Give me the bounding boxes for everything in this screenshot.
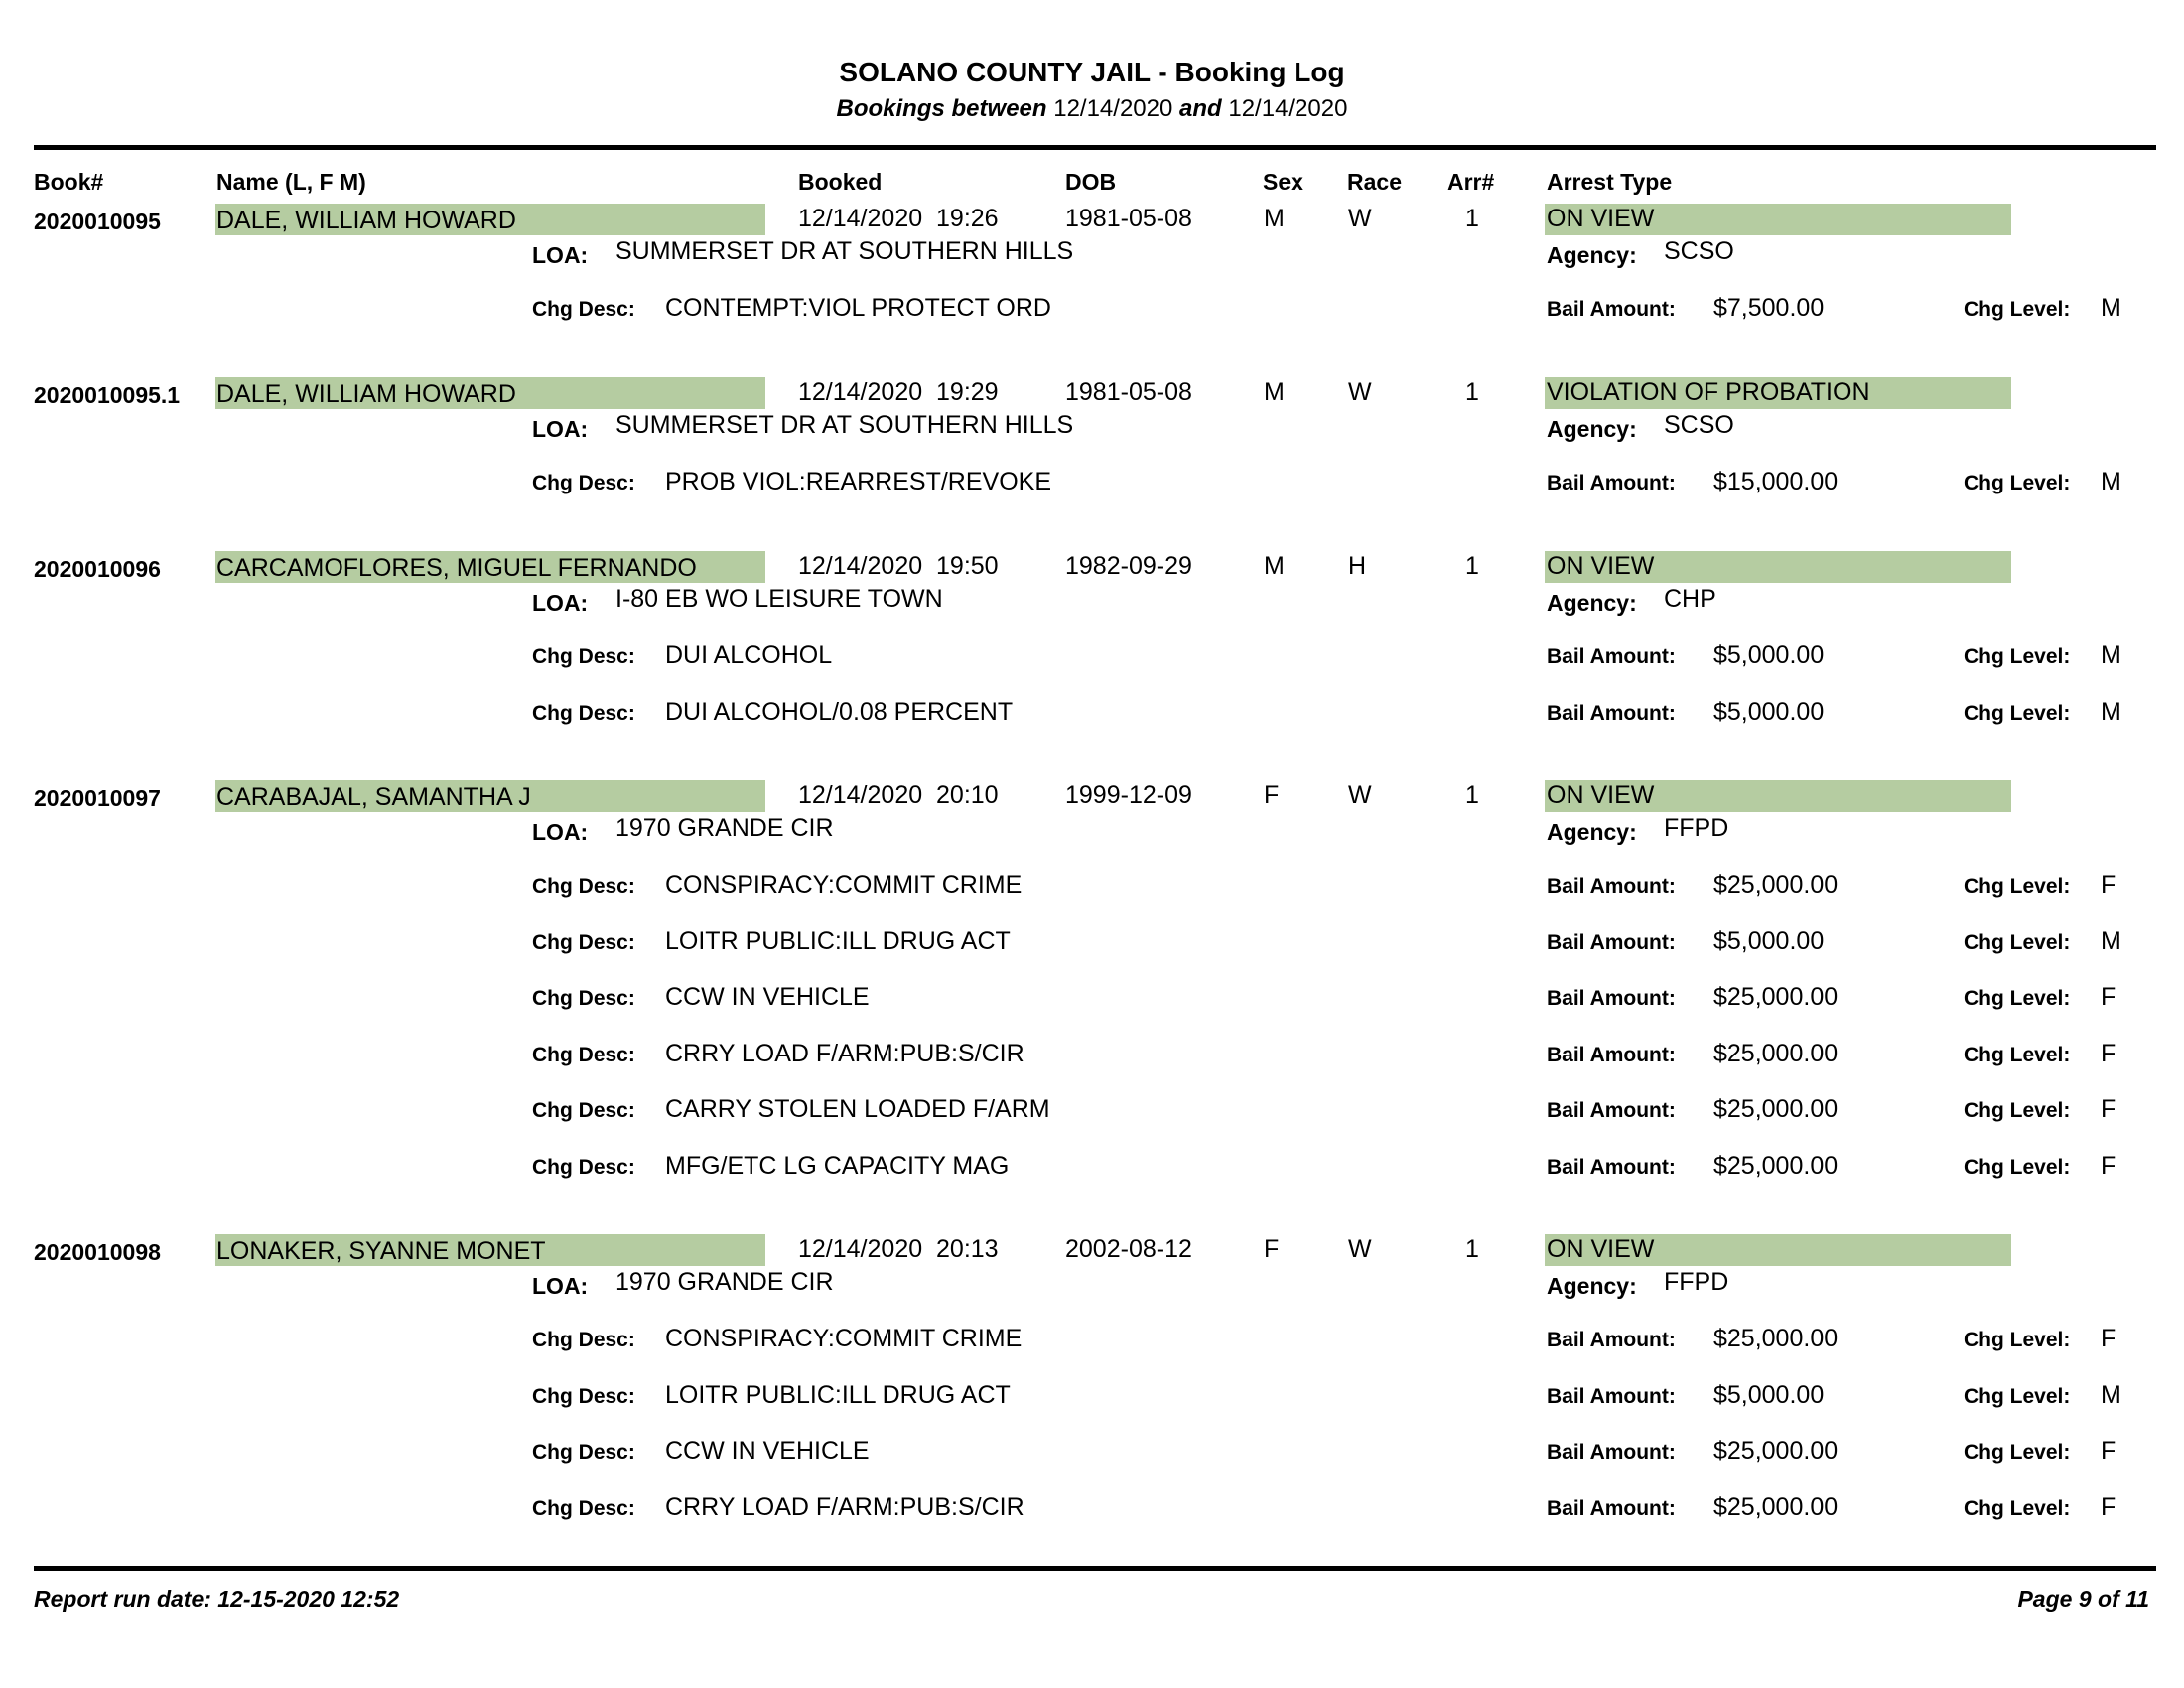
bail-amount: $25,000.00 <box>1713 1325 1839 1352</box>
date-of-birth: 1981-05-08 <box>1065 205 1192 232</box>
charge-level: F <box>2101 1325 2116 1352</box>
bail-amount: $5,000.00 <box>1713 1381 1825 1409</box>
charge-level: M <box>2101 468 2121 495</box>
bail-amount: $5,000.00 <box>1713 927 1825 955</box>
chg-level-label: Chg Level: <box>1964 1385 2071 1408</box>
bail-amount: $25,000.00 <box>1713 871 1839 899</box>
chg-desc-label: Chg Desc: <box>532 875 635 898</box>
chg-desc-label: Chg Desc: <box>532 472 635 494</box>
sex-value: F <box>1264 781 1280 809</box>
chg-level-label: Chg Level: <box>1964 1497 2071 1520</box>
race-value: W <box>1348 205 1372 232</box>
chg-level-label: Chg Level: <box>1964 702 2071 725</box>
charge-description: CONTEMPT:VIOL PROTECT ORD <box>665 294 1051 322</box>
charge-description: CARRY STOLEN LOADED F/ARM <box>665 1095 1050 1123</box>
loa-label: LOA: <box>532 242 589 268</box>
chg-level-label: Chg Level: <box>1964 645 2071 668</box>
charge-description: CCW IN VEHICLE <box>665 1437 870 1465</box>
chg-level-label: Chg Level: <box>1964 931 2071 954</box>
chg-level-label: Chg Level: <box>1964 472 2071 494</box>
charge-description: CONSPIRACY:COMMIT CRIME <box>665 871 1023 899</box>
sex-value: M <box>1264 552 1285 580</box>
bail-amount-label: Bail Amount: <box>1547 645 1676 668</box>
inmate-name: CARCAMOFLORES, MIGUEL FERNANDO <box>216 554 697 582</box>
bail-amount-label: Bail Amount: <box>1547 1329 1676 1351</box>
charge-line <box>0 468 2184 503</box>
col-header-booked: Booked <box>798 169 883 195</box>
charge-line <box>0 698 2184 734</box>
col-header-sex: Sex <box>1263 169 1303 195</box>
charge-level: F <box>2101 1095 2116 1123</box>
charge-description: CCW IN VEHICLE <box>665 983 870 1011</box>
booked-datetime: 12/14/2020 20:10 <box>798 781 999 809</box>
race-value: W <box>1348 1235 1372 1263</box>
booked-datetime: 12/14/2020 19:26 <box>798 205 999 232</box>
arrest-type: ON VIEW <box>1547 781 1655 809</box>
chg-desc-label: Chg Desc: <box>532 931 635 954</box>
bail-amount-label: Bail Amount: <box>1547 931 1676 954</box>
agency-label: Agency: <box>1547 819 1637 845</box>
arrest-type: ON VIEW <box>1547 1235 1655 1263</box>
charge-line <box>0 1152 2184 1188</box>
location-of-arrest: 1970 GRANDE CIR <box>615 1268 834 1296</box>
charge-line <box>0 1095 2184 1131</box>
charge-description: PROB VIOL:REARREST/REVOKE <box>665 468 1051 495</box>
subtitle-prefix: Bookings between <box>836 95 1047 122</box>
inmate-name: LONAKER, SYANNE MONET <box>216 1237 546 1265</box>
charge-level: F <box>2101 871 2116 899</box>
chg-level-label: Chg Level: <box>1964 298 2071 321</box>
bail-amount: $5,000.00 <box>1713 641 1825 669</box>
bail-amount-label: Bail Amount: <box>1547 702 1676 725</box>
charge-line <box>0 983 2184 1019</box>
chg-desc-label: Chg Desc: <box>532 1099 635 1122</box>
charge-description: LOITR PUBLIC:ILL DRUG ACT <box>665 927 1011 955</box>
bail-amount-label: Bail Amount: <box>1547 298 1676 321</box>
charge-line <box>0 927 2184 963</box>
charge-description: LOITR PUBLIC:ILL DRUG ACT <box>665 1381 1011 1409</box>
charge-level: F <box>2101 1040 2116 1067</box>
bail-amount-label: Bail Amount: <box>1547 1385 1676 1408</box>
charge-level: F <box>2101 1437 2116 1465</box>
bail-amount: $25,000.00 <box>1713 1493 1839 1521</box>
col-header-book: Book# <box>34 169 104 195</box>
arresting-agency: SCSO <box>1664 411 1734 439</box>
arrest-number: 1 <box>1465 781 1479 809</box>
page-number: Page 9 of 11 <box>2017 1586 2149 1612</box>
inmate-name: DALE, WILLIAM HOWARD <box>216 207 516 234</box>
arrest-number: 1 <box>1465 1235 1479 1263</box>
chg-level-label: Chg Level: <box>1964 1441 2071 1464</box>
booked-datetime: 12/14/2020 19:29 <box>798 378 999 406</box>
chg-desc-label: Chg Desc: <box>532 1385 635 1408</box>
charge-level: M <box>2101 294 2121 322</box>
loa-label: LOA: <box>532 1273 589 1299</box>
date-of-birth: 2002-08-12 <box>1065 1235 1192 1263</box>
chg-level-label: Chg Level: <box>1964 1329 2071 1351</box>
chg-desc-label: Chg Desc: <box>532 1329 635 1351</box>
col-header-arrest-type: Arrest Type <box>1547 169 1673 195</box>
bail-amount: $25,000.00 <box>1713 983 1839 1011</box>
arrest-type: ON VIEW <box>1547 552 1655 580</box>
col-header-race: Race <box>1347 169 1402 195</box>
sex-value: F <box>1264 1235 1280 1263</box>
report-title: SOLANO COUNTY JAIL - Booking Log <box>839 57 1345 87</box>
charge-line <box>0 1381 2184 1417</box>
arrest-type: VIOLATION OF PROBATION <box>1547 378 1870 406</box>
bail-amount-label: Bail Amount: <box>1547 1099 1676 1122</box>
bail-amount: $25,000.00 <box>1713 1040 1839 1067</box>
charge-level: F <box>2101 983 2116 1011</box>
charge-level: F <box>2101 1493 2116 1521</box>
location-of-arrest: SUMMERSET DR AT SOUTHERN HILLS <box>615 237 1074 265</box>
subtitle-and: and <box>1179 95 1222 122</box>
book-number: 2020010096 <box>34 556 161 582</box>
report-subtitle <box>0 95 2184 123</box>
report-run-date: Report run date: 12-15-2020 12:52 <box>34 1586 400 1612</box>
chg-level-label: Chg Level: <box>1964 1099 2071 1122</box>
race-value: W <box>1348 781 1372 809</box>
chg-desc-label: Chg Desc: <box>532 702 635 725</box>
sex-value: M <box>1264 378 1285 406</box>
book-number: 2020010097 <box>34 785 161 811</box>
chg-desc-label: Chg Desc: <box>532 1441 635 1464</box>
arresting-agency: CHP <box>1664 585 1716 613</box>
chg-level-label: Chg Level: <box>1964 1156 2071 1179</box>
charge-level: F <box>2101 1152 2116 1180</box>
agency-label: Agency: <box>1547 242 1637 268</box>
location-of-arrest: I-80 EB WO LEISURE TOWN <box>615 585 943 613</box>
top-rule <box>34 145 2156 150</box>
arresting-agency: FFPD <box>1664 814 1729 842</box>
charge-description: CRRY LOAD F/ARM:PUB:S/CIR <box>665 1040 1024 1067</box>
date-of-birth: 1982-09-29 <box>1065 552 1192 580</box>
charge-level: M <box>2101 1381 2121 1409</box>
chg-level-label: Chg Level: <box>1964 987 2071 1010</box>
charge-level: M <box>2101 698 2121 726</box>
bail-amount-label: Bail Amount: <box>1547 875 1676 898</box>
bail-amount: $25,000.00 <box>1713 1152 1839 1180</box>
charge-line <box>0 1437 2184 1473</box>
loa-label: LOA: <box>532 590 589 616</box>
charge-description: DUI ALCOHOL <box>665 641 833 669</box>
bail-amount: $7,500.00 <box>1713 294 1825 322</box>
bail-amount-label: Bail Amount: <box>1547 1497 1676 1520</box>
charge-description: CRRY LOAD F/ARM:PUB:S/CIR <box>665 1493 1024 1521</box>
charge-description: MFG/ETC LG CAPACITY MAG <box>665 1152 1010 1180</box>
loa-label: LOA: <box>532 819 589 845</box>
chg-level-label: Chg Level: <box>1964 875 2071 898</box>
race-value: H <box>1348 552 1367 580</box>
bottom-rule <box>34 1566 2156 1571</box>
arrest-number: 1 <box>1465 205 1479 232</box>
inmate-name: DALE, WILLIAM HOWARD <box>216 380 516 408</box>
book-number: 2020010095 <box>34 209 161 234</box>
charge-description: CONSPIRACY:COMMIT CRIME <box>665 1325 1023 1352</box>
bail-amount-label: Bail Amount: <box>1547 1156 1676 1179</box>
charge-description: DUI ALCOHOL/0.08 PERCENT <box>665 698 1014 726</box>
charge-line <box>0 1040 2184 1075</box>
col-header-name: Name (L, F M) <box>216 169 366 195</box>
book-number: 2020010098 <box>34 1239 161 1265</box>
arresting-agency: SCSO <box>1664 237 1734 265</box>
charge-line <box>0 641 2184 677</box>
arrest-number: 1 <box>1465 378 1479 406</box>
charge-line <box>0 871 2184 907</box>
agency-label: Agency: <box>1547 416 1637 442</box>
charge-line <box>0 1493 2184 1529</box>
bail-amount-label: Bail Amount: <box>1547 472 1676 494</box>
bail-amount: $25,000.00 <box>1713 1437 1839 1465</box>
location-of-arrest: 1970 GRANDE CIR <box>615 814 834 842</box>
charge-line <box>0 294 2184 330</box>
sex-value: M <box>1264 205 1285 232</box>
chg-desc-label: Chg Desc: <box>532 1044 635 1066</box>
bail-amount: $25,000.00 <box>1713 1095 1839 1123</box>
booked-datetime: 12/14/2020 20:13 <box>798 1235 999 1263</box>
race-value: W <box>1348 378 1372 406</box>
charge-level: M <box>2101 927 2121 955</box>
bail-amount: $15,000.00 <box>1713 468 1839 495</box>
col-header-arr: Arr# <box>1447 169 1495 195</box>
col-header-dob: DOB <box>1065 169 1117 195</box>
date-of-birth: 1981-05-08 <box>1065 378 1192 406</box>
start-date: 12/14/2020 <box>1053 95 1173 122</box>
end-date: 12/14/2020 <box>1228 95 1348 122</box>
arrest-number: 1 <box>1465 552 1479 580</box>
chg-level-label: Chg Level: <box>1964 1044 2071 1066</box>
arresting-agency: FFPD <box>1664 1268 1729 1296</box>
chg-desc-label: Chg Desc: <box>532 298 635 321</box>
loa-label: LOA: <box>532 416 589 442</box>
book-number: 2020010095.1 <box>34 382 181 408</box>
chg-desc-label: Chg Desc: <box>532 645 635 668</box>
bail-amount-label: Bail Amount: <box>1547 1044 1676 1066</box>
chg-desc-label: Chg Desc: <box>532 1497 635 1520</box>
bail-amount: $5,000.00 <box>1713 698 1825 726</box>
charge-level: M <box>2101 641 2121 669</box>
arrest-type: ON VIEW <box>1547 205 1655 232</box>
booked-datetime: 12/14/2020 19:50 <box>798 552 999 580</box>
charge-line <box>0 1325 2184 1360</box>
inmate-name: CARABAJAL, SAMANTHA J <box>216 783 531 811</box>
bail-amount-label: Bail Amount: <box>1547 987 1676 1010</box>
agency-label: Agency: <box>1547 1273 1637 1299</box>
chg-desc-label: Chg Desc: <box>532 1156 635 1179</box>
bail-amount-label: Bail Amount: <box>1547 1441 1676 1464</box>
chg-desc-label: Chg Desc: <box>532 987 635 1010</box>
location-of-arrest: SUMMERSET DR AT SOUTHERN HILLS <box>615 411 1074 439</box>
agency-label: Agency: <box>1547 590 1637 616</box>
date-of-birth: 1999-12-09 <box>1065 781 1192 809</box>
